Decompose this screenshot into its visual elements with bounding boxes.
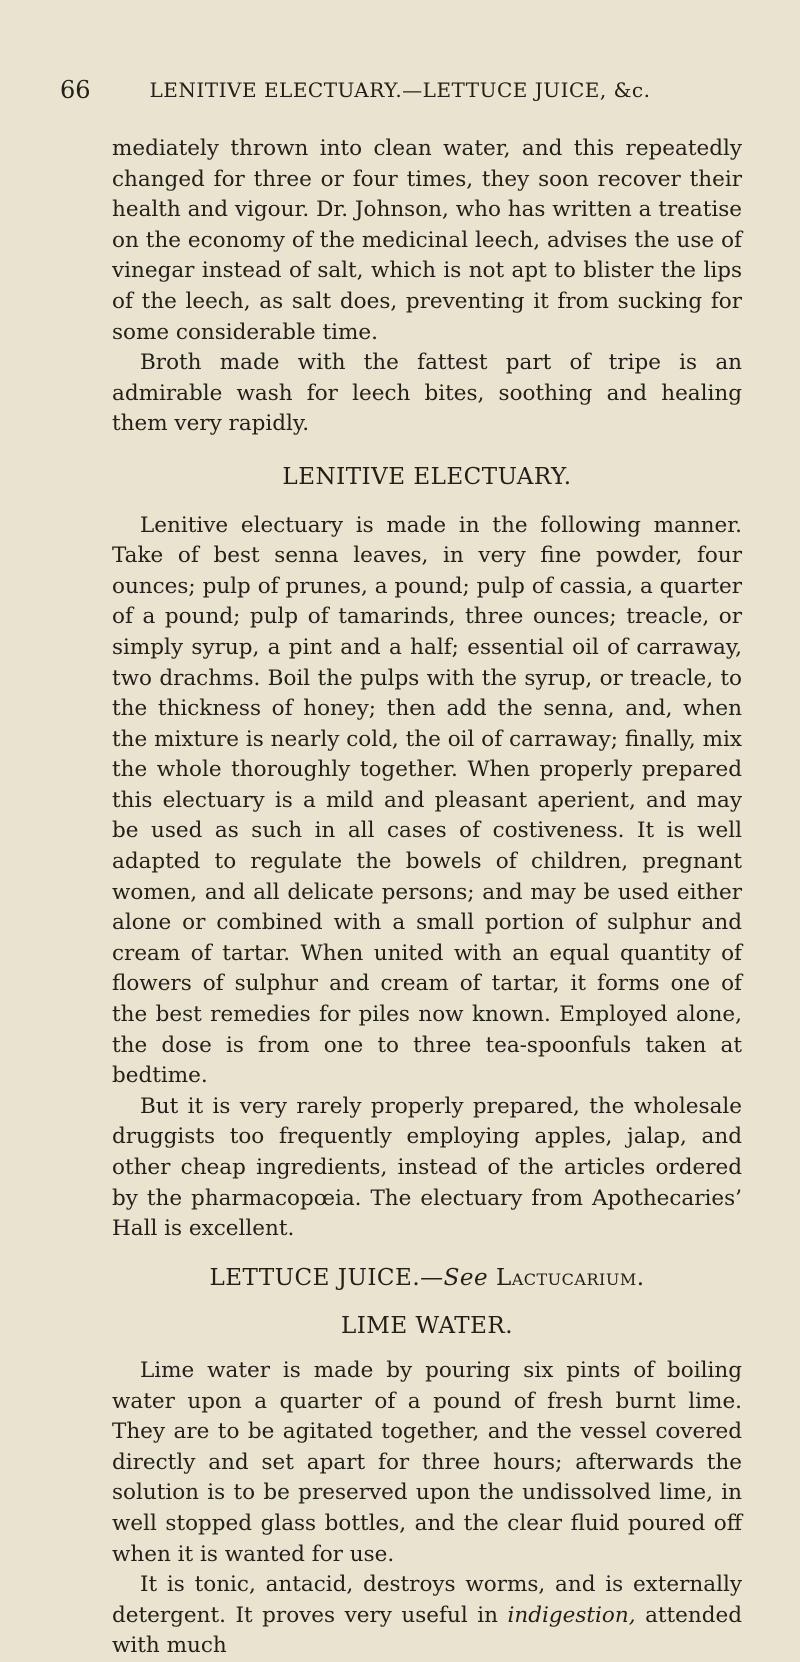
running-title: LENITIVE ELECTUARY.—LETTUCE JUICE, &c.	[149, 78, 651, 102]
body-text	[112, 134, 742, 1662]
lime-2-text-b: attended with much	[112, 1602, 742, 1659]
section-heading-lime: LIME WATER.	[340, 1313, 514, 1340]
paragraph-continuation: mediately thrown into clean water, and this repeatedly changed for three or four times, they soon recover their health and vigour. Dr. Johnson, who has written a treatise on the economy of the medicinal leech, advises the use of vinegar instead of salt, which is not apt to blister the lips of the leech, as salt does, preventing it from sucking for some considerable time.	[112, 136, 742, 345]
section-heading-lenitive: LENITIVE ELECTUARY.	[282, 463, 572, 490]
paragraph-lime-2	[112, 1570, 742, 1662]
paragraph-lenitive-2: But it is very rarely properly prepared, the wholesale druggists too frequently employing apples, jalap, and other cheap ingredients, instead of the articles ordered by the pharmacopœia. The electuary from Apothecaries’ Hall is excellent.	[112, 1093, 742, 1242]
paragraph-broth: Broth made with the fattest part of tripe is an admirable wash for leech bites, soothing and healing them very rapidly.	[112, 350, 742, 437]
page-number: 66	[60, 76, 91, 104]
lime-2-italic: indigestion,	[507, 1602, 636, 1628]
paragraph-lenitive-1: Lenitive electuary is made in the following manner. Take of best senna leaves, in very fine powder, four ounces; pulp of prunes, a pound; pulp of cassia, a quarter of a pound; pulp of tamarinds, three ounces; treacle, or simply syrup, a pint and a half; essential oil of carraway, two drachms. Boil the pulps with the syrup, or treacle, to the thickness of honey; then add the senna, and, when the mixture is nearly cold, the oil of carraway; finally, mix the whole thoroughly together. When properly prepared this electuary is a mild and pleasant aperient, and may be used as such in all cases of costiveness. It is well adapted to regulate the bowels of children, pregnant women, and all delicate persons; and may be used either alone or combined with a small portion of sulphur and cream of tartar. When united with an equal quantity of flowers of sulphur and cream of tartar, it forms one of the best remedies for piles now known. Employed alone, the dose is from one to three tea-spoonfuls taken at bedtime.	[112, 512, 742, 1089]
lettuce-title: LETTUCE JUICE.—	[209, 1264, 444, 1291]
section-heading-lettuce	[112, 1263, 742, 1294]
lettuce-see: See	[443, 1264, 489, 1291]
lime-2-text-a: It is tonic, antacid, destroys worms, and is externally detergent. It proves very useful in	[112, 1572, 742, 1628]
lettuce-cross-reference: Lactucarium.	[495, 1264, 645, 1291]
page-header	[60, 76, 740, 116]
paragraph-lime-1: Lime water is made by pouring six pints of boiling water upon a quarter of a pound of fresh burnt lime. They are to be agitated together, and the vessel covered directly and set apart for three hours; afterwards the solution is to be preserved upon the undissolved lime, in well stopped glass bottles, and the clear fluid poured off when it is wanted for use.	[112, 1357, 742, 1567]
